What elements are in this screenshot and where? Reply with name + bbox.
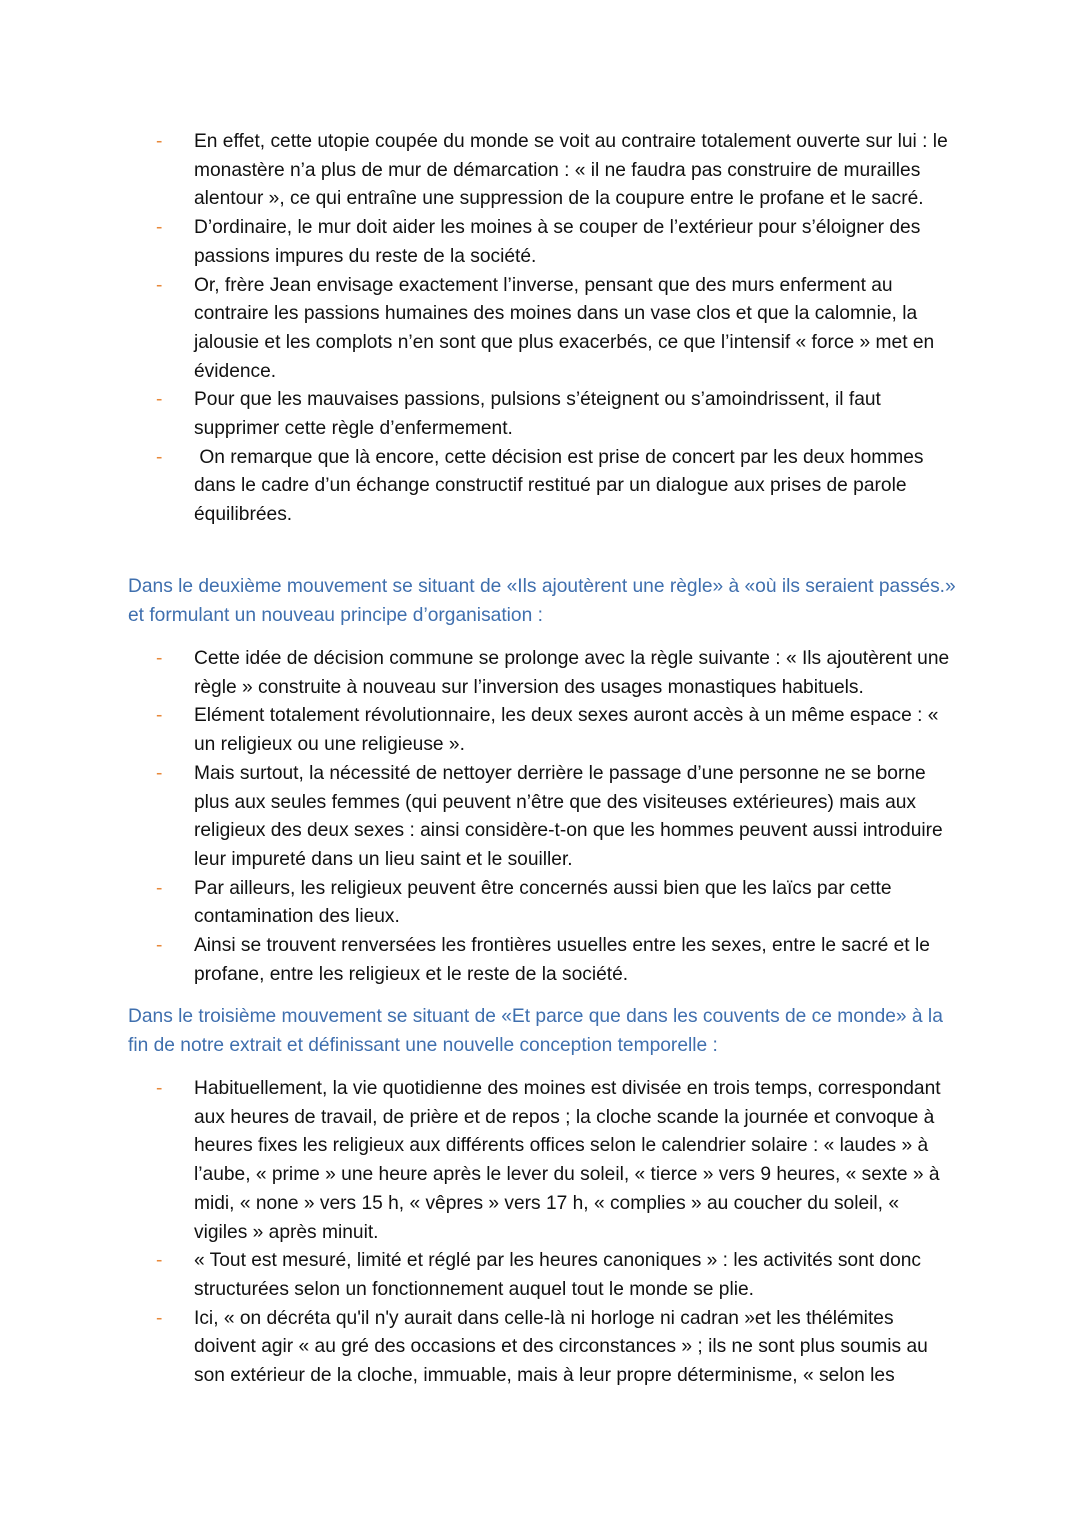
- list-item: [0, 1075, 1080, 1247]
- section-2: [0, 645, 1080, 989]
- dash-bullet-icon: -: [156, 1250, 163, 1272]
- list-item: [0, 1305, 1080, 1391]
- dash-bullet-icon: -: [156, 762, 163, 784]
- dash-bullet-icon: -: [156, 1307, 163, 1329]
- list-item: [0, 272, 1080, 387]
- section-3: [0, 1075, 1080, 1391]
- dash-bullet-icon: -: [156, 389, 163, 411]
- list-item: [0, 645, 1080, 702]
- list-item: [0, 444, 1080, 530]
- dash-bullet-icon: -: [156, 1078, 163, 1099]
- dash-bullet-icon: -: [156, 274, 163, 296]
- bullet-list: [0, 1075, 1080, 1391]
- dash-bullet-icon: -: [156, 131, 163, 152]
- bullet-text: Par ailleurs, les religieux peuvent être concernés aussi bien que les laïcs par cette contamination des lieux.: [194, 877, 892, 928]
- bullet-list: [0, 645, 1080, 989]
- bullet-list: [0, 128, 1080, 530]
- list-item: [0, 760, 1080, 875]
- list-item: [0, 1247, 1080, 1304]
- dash-bullet-icon: -: [156, 446, 163, 468]
- dash-bullet-icon: -: [156, 648, 163, 669]
- bullet-text: On remarque que là encore, cette décision est prise de concert par les deux hommes dans le cadre d’un échange constructif restitué par un dialogue aux prises de parole équilibrées.: [194, 446, 929, 526]
- dash-bullet-icon: -: [156, 705, 163, 727]
- bullet-text: Pour que les mauvaises passions, pulsions s’éteignent ou s’amoindrissent, il faut supprimer cette règle d’enfermement.: [194, 389, 881, 440]
- bullet-text: Ici, « on décréta qu'il n'y aurait dans celle-là ni horloge ni cadran »et les thélémites doivent agir « au gré des occasions et des circonstances » ; ils ne sont plus soumis au son extérieur de la cloche, immuable, mais à leur propre déterminisme, « selon les: [194, 1307, 928, 1387]
- bullet-text: En effet, cette utopie coupée du monde se voit au contraire totalement ouverte sur lui : le monastère n’a plus de mur de démarcation : « il ne faudra pas construire de murailles alentour », ce qui entraîne une suppression de la coupure entre le profane et le sacré.: [194, 131, 948, 210]
- dash-bullet-icon: -: [156, 217, 163, 239]
- list-item: [0, 128, 1080, 214]
- bullet-text: Or, frère Jean envisage exactement l’inverse, pensant que des murs enferment au contraire les passions humaines des moines dans un vase clos et que la calomnie, la jalousie et les complots n’en sont que plus exacerbés, ce que l’intensif « force » met en évidence.: [194, 274, 935, 382]
- bullet-text: Elément totalement révolutionnaire, les deux sexes auront accès à un même espace : « un religieux ou une religieuse ».: [194, 705, 939, 756]
- list-item: [0, 214, 1080, 271]
- section-heading-2: Dans le deuxième mouvement se situant de «Ils ajoutèrent une règle» à «où ils seraient passés.» et formulant un nouveau principe d’organisation :: [128, 576, 956, 626]
- bullet-text: Ainsi se trouvent renversées les frontières usuelles entre les sexes, entre le sacré et le profane, entre les religieux et le reste de la société.: [194, 935, 930, 985]
- bullet-text: D’ordinaire, le mur doit aider les moines à se couper de l’extérieur pour s’éloigner des passions impures du reste de la société.: [194, 217, 921, 267]
- list-item: [0, 932, 1080, 989]
- bullet-text: « Tout est mesuré, limité et réglé par les heures canoniques » : les activités sont donc structurées selon un fonctionnement auquel tout le monde se plie.: [194, 1250, 922, 1300]
- dash-bullet-icon: -: [156, 935, 163, 957]
- list-item: [0, 875, 1080, 932]
- bullet-text: Cette idée de décision commune se prolonge avec la règle suivante : « Ils ajoutèrent une règle » construite à nouveau sur l’inversion des usages monastiques habituels.: [194, 648, 950, 698]
- bullet-text: Mais surtout, la nécessité de nettoyer derrière le passage d’une personne ne se borne plus aux seules femmes (qui peuvent n’être que des visiteuses extérieures) mais aux religieux des deux sexes : ainsi considère-t-on que les hommes peuvent aussi introduire leur impureté dans un lieu saint et le souiller.: [194, 762, 943, 870]
- section-1: [0, 128, 1080, 530]
- list-item: [0, 386, 1080, 443]
- dash-bullet-icon: -: [156, 877, 163, 899]
- list-item: [0, 702, 1080, 759]
- bullet-text: Habituellement, la vie quotidienne des moines est divisée en trois temps, correspondant aux heures de travail, de prière et de repos ; la cloche scande la journée et convoque à heures fixes les religieux aux différents offices selon le calendrier solaire : « laudes » à l’aube, « prime » une heure après le lever du soleil, « tierce » vers 9 heures, « sexte » à midi, « none » vers 15 h, « vêpres » vers 17 h, « complies » au coucher du soleil, « vigiles » après minuit.: [194, 1078, 941, 1243]
- section-heading-3: Dans le troisième mouvement se situant de «Et parce que dans les couvents de ce monde» à la fin de notre extrait et définissant une nouvelle conception temporelle :: [128, 1006, 943, 1056]
